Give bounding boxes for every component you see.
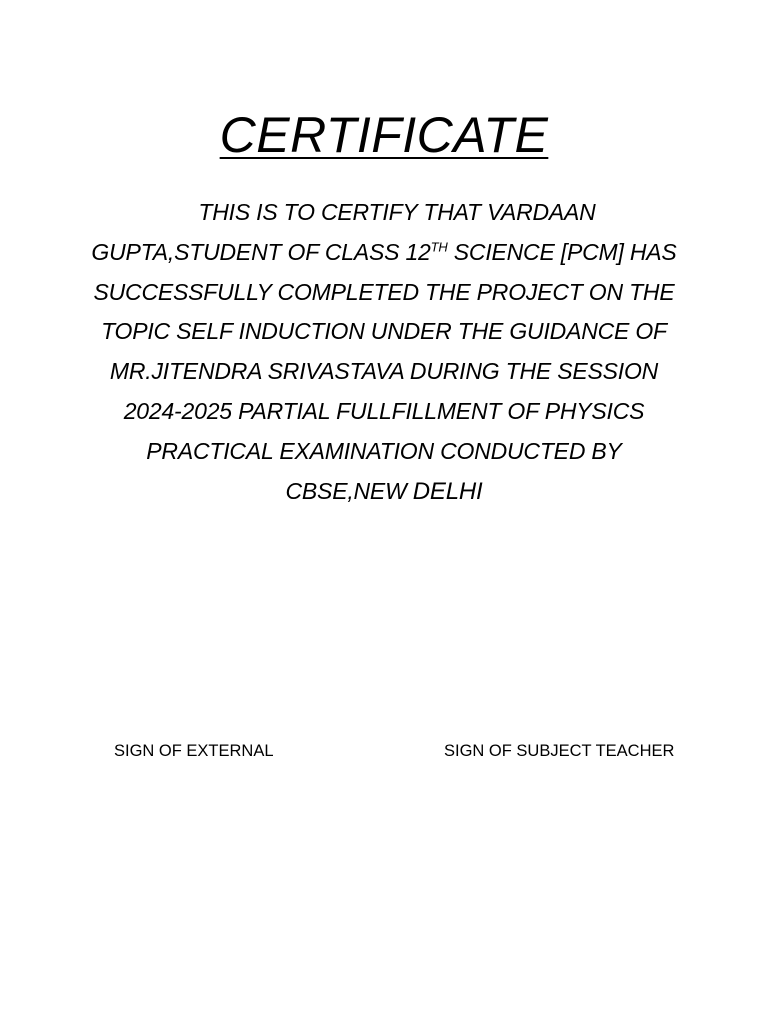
body-line-5: MR.JITENDRA SRIVASTAVA DURING THE SESSION <box>109 358 659 385</box>
certificate-title: CERTIFICATE <box>219 107 549 163</box>
sign-external-label: SIGN OF EXTERNAL <box>114 742 274 760</box>
body-line-2: GUPTA,STUDENT OF CLASS 12TH SCIENCE [PCM] HAS <box>91 238 677 265</box>
body-line-1: THIS IS TO CERTIFY THAT VARDAAN <box>198 199 596 225</box>
body-line-6: 2024-2025 PARTIAL FULLFILLMENT OF PHYSICS <box>123 397 645 424</box>
ordinal-superscript: TH <box>430 239 448 255</box>
body-line-3: SUCCESSFULLY COMPLETED THE PROJECT ON THE <box>93 278 675 305</box>
sign-subject-teacher-label: SIGN OF SUBJECT TEACHER <box>444 742 675 760</box>
body-line-4: TOPIC SELF INDUCTION UNDER THE GUIDANCE OF <box>101 318 667 345</box>
body-line-8: CBSE,NEW DELHI <box>285 477 483 505</box>
body-line-7: PRACTICAL EXAMINATION CONDUCTED BY <box>146 437 622 464</box>
certificate-body <box>88 193 680 511</box>
